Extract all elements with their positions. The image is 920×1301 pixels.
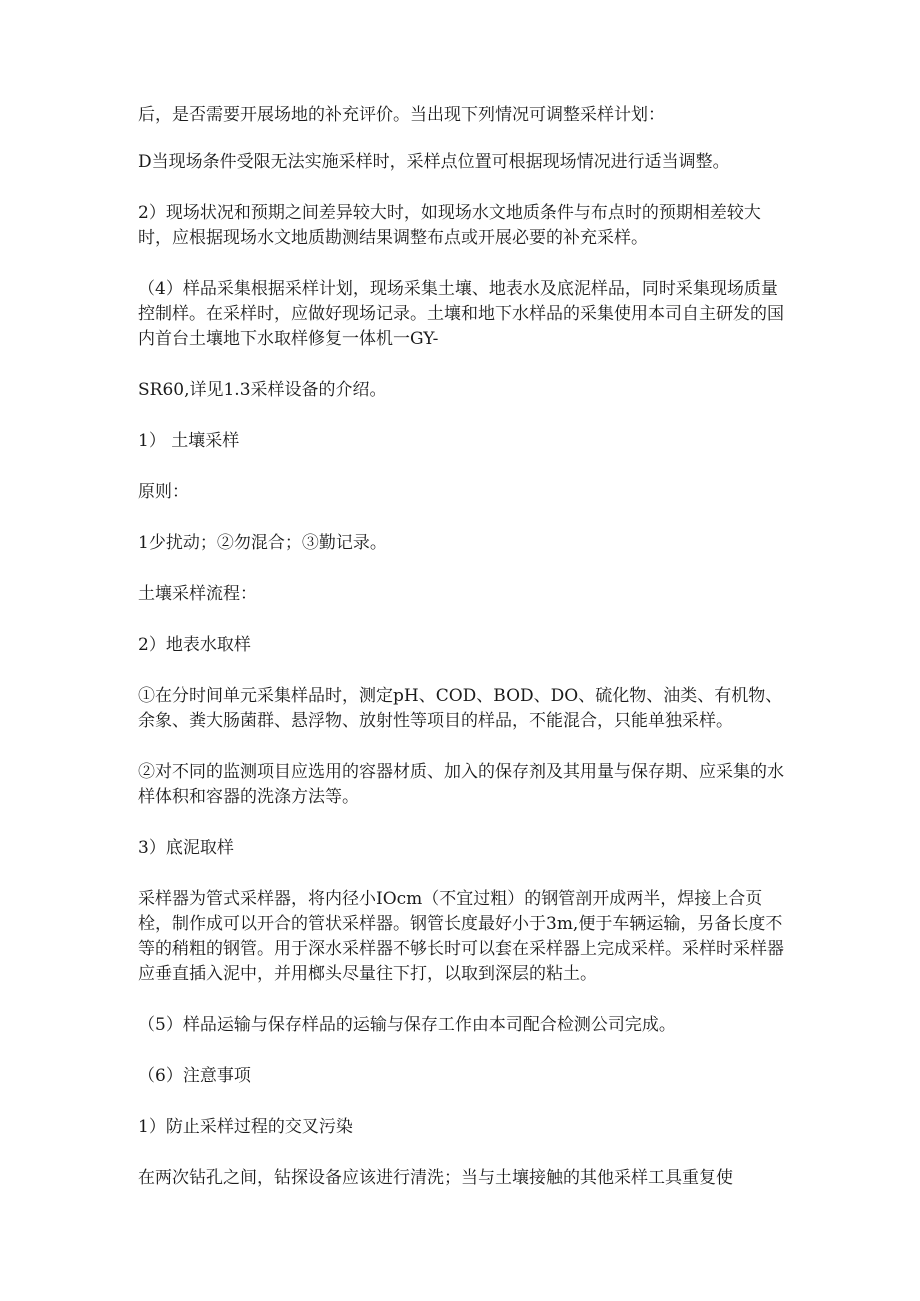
paragraph-intro: 后，是否需要开展场地的补充评价。当出现下列情况可调整采样计划： — [138, 105, 665, 125]
label-soil-process: 土壤采样流程： — [138, 584, 257, 604]
paragraph-equipment-ref: SR60,详见1.3采样设备的介绍。 — [138, 380, 387, 400]
label-principles: 原则： — [138, 482, 189, 502]
heading-sediment: 3）底泥取样 — [138, 838, 234, 858]
paragraph-sample-collection: （4）样品采集根据采样计划，现场采集土壤、地表水及底泥样品，同时采集现场质量控制样。在采样时，应做好现场记录。土壤和地下水样品的采集使用本司自主研发的国内首台土壤地下水取样修复一体机一GY- — [138, 279, 784, 349]
paragraph-surface-water-1: ①在分时间单元采集样品时，测定pH、COD、BOD、DO、硫化物、油类、有机物、余象、粪大肠菌群、悬浮物、放射性等项目的样品，不能混合，只能单独采样。 — [138, 686, 783, 731]
paragraph-surface-water-2: ②对不同的监测项目应选用的容器材质、加入的保存剂及其用量与保存期、应采集的水样体积和容器的洗涤方法等。 — [138, 762, 784, 807]
heading-notes: （6）注意事项 — [138, 1066, 251, 1086]
paragraph-cleaning: 在两次钻孔之间，钻探设备应该进行清洗；当与土壤接触的其他采样工具重复使 — [138, 1168, 733, 1188]
paragraph-item-1: D当现场条件受限无法实施采样时，采样点位置可根据现场情况进行适当调整。 — [138, 152, 730, 172]
document-body — [138, 103, 788, 1217]
heading-soil-sampling: 1） 土壤采样 — [138, 431, 240, 451]
paragraph-sediment: 采样器为管式采样器，将内径小IOcm（不宜过粗）的钢管剖开成两半，焊接上合页栓，制作成可以开合的管状采样器。钢管长度最好小于3m,便于车辆运输，另备长度不等的稍粗的钢管。用于深水采样器不够长时可以套在采样器上完成采样。采样时采样器应垂直插入泥中，并用榔头尽量往下打，以取到深层的粘土。 — [138, 889, 784, 984]
paragraph-principles: 1少扰动；②勿混合；③勤记录。 — [138, 533, 387, 553]
heading-cross-contamination: 1）防止采样过程的交叉污染 — [138, 1117, 353, 1137]
heading-surface-water: 2）地表水取样 — [138, 635, 251, 655]
paragraph-transport: （5）样品运输与保存样品的运输与保存工作由本司配合检测公司完成。 — [138, 1015, 676, 1035]
paragraph-item-2: 2）现场状况和预期之间差异较大时，如现场水文地质条件与布点时的预期相差较大时，应根据现场水文地质勘测结果调整布点或开展必要的补充采样。 — [138, 203, 761, 248]
